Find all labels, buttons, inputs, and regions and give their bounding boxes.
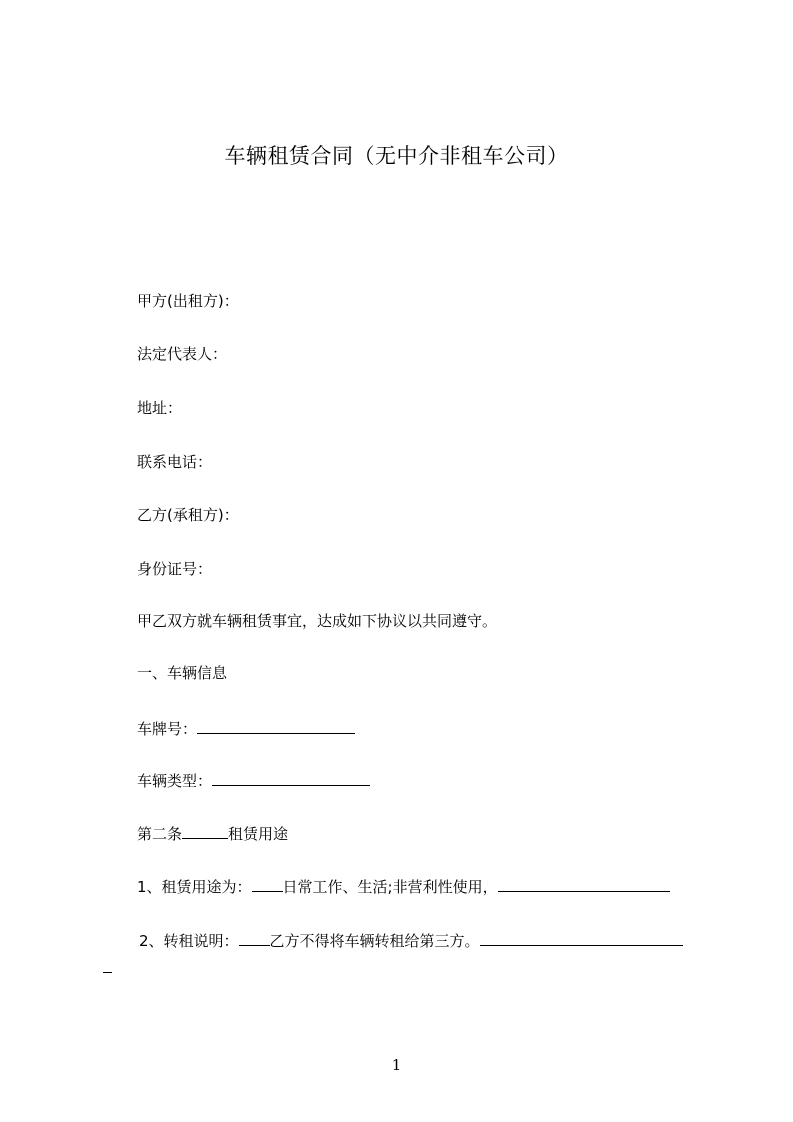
- phone-label: 联系电话：: [137, 453, 213, 471]
- vehicle-type-label: 车辆类型：: [137, 772, 213, 790]
- agreement-intro: 甲乙双方就车辆租赁事宜，达成如下协议以共同遵守。: [137, 612, 498, 630]
- rental-purpose-line: [137, 876, 670, 898]
- party-b-label: 乙方(承租方)：: [137, 506, 239, 524]
- vehicle-type-line: [137, 770, 370, 792]
- vehicle-type-blank: [212, 771, 370, 786]
- article-2-heading: [137, 823, 288, 845]
- article-2-title: 租赁用途: [228, 825, 289, 843]
- plate-number-blank: [197, 719, 355, 734]
- article-2-prefix: 第二条: [137, 825, 183, 843]
- sublease-line: [139, 930, 683, 952]
- plate-number-label: 车牌号：: [137, 720, 198, 738]
- id-number-label: 身份证号：: [137, 560, 213, 578]
- rental-purpose-text: 日常工作、生活;非营利性使用，: [282, 878, 498, 896]
- rental-purpose-label: 1、租赁用途为：: [137, 878, 252, 896]
- sublease-text: 乙方不得将车辆转租给第三方。: [269, 932, 480, 950]
- rental-purpose-blank-1: [252, 877, 283, 892]
- article-2-blank: [182, 824, 228, 839]
- sublease-blank-1: [239, 931, 270, 946]
- rental-purpose-blank-2: [498, 877, 670, 892]
- party-a-label: 甲方(出租方)：: [137, 292, 239, 310]
- plate-number-line: [137, 718, 355, 740]
- address-label: 地址：: [137, 399, 183, 417]
- legal-representative-label: 法定代表人：: [137, 345, 228, 363]
- sublease-blank-2: [480, 931, 683, 946]
- stray-underline: [103, 972, 112, 973]
- section-vehicle-info-heading: 一、车辆信息: [137, 664, 228, 682]
- document-title: 车辆租赁合同（无中介非租车公司）: [224, 144, 569, 168]
- sublease-label: 2、转租说明：: [139, 932, 239, 950]
- page-number: 1: [391, 1056, 402, 1074]
